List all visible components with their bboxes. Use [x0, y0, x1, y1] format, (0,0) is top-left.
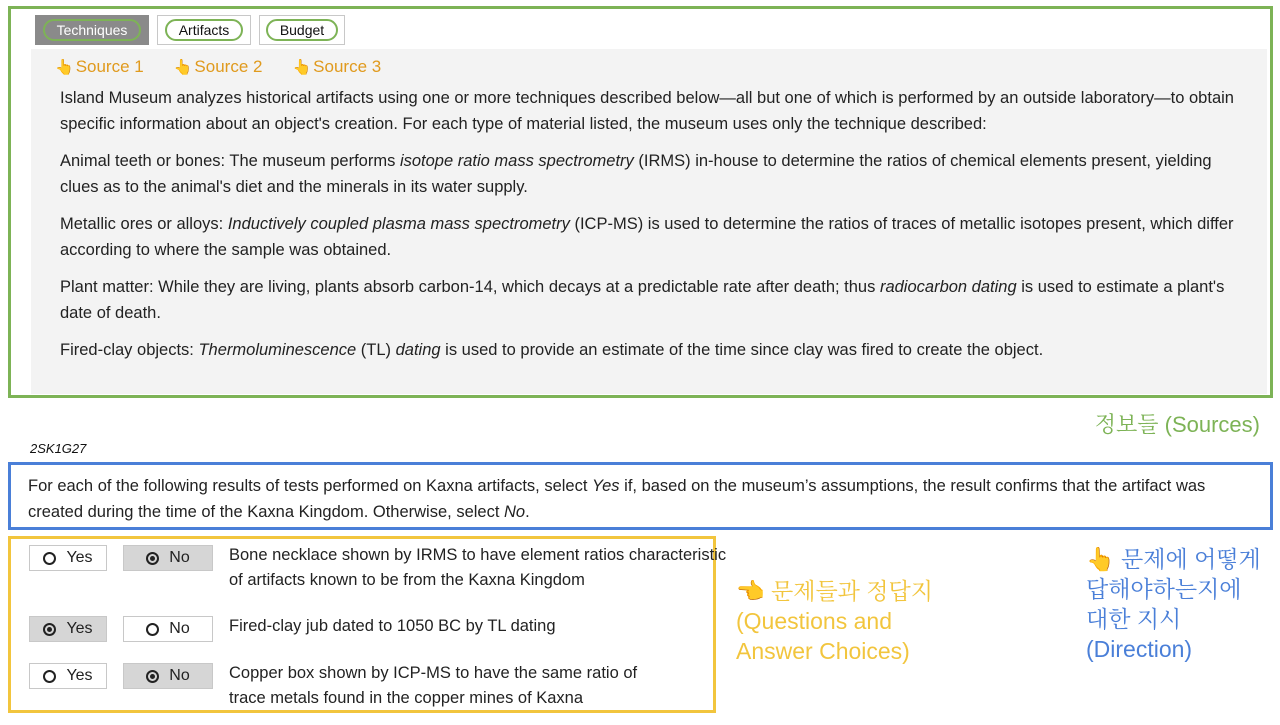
question-row-2: [29, 616, 729, 642]
source-3-label: Source 3: [313, 57, 382, 76]
questions-frame: [8, 536, 727, 713]
radio-icon: [43, 670, 56, 683]
question-row-3: [29, 663, 669, 711]
radio-selected-icon: [43, 623, 56, 636]
tab-bar: [35, 15, 345, 45]
q2-text: Fired-clay jub dated to 1050 BC by TL dating: [229, 617, 556, 635]
tab-budget[interactable]: [259, 15, 345, 45]
q1-yes-choice[interactable]: Yes: [29, 545, 107, 571]
sources-frame: [8, 6, 1273, 398]
annotation-direction: 👆 문제에 어떻게 답해야하는지에 대한 지시 (Direction): [1086, 546, 1261, 662]
pointing-hand-icon: 👆: [173, 59, 193, 76]
annotation-questions: 👈 문제들과 정답지 (Questions and Answer Choices): [736, 578, 933, 664]
source-panel: [31, 49, 1267, 394]
tab-techniques-label: Techniques: [43, 19, 142, 41]
source-paragraph-bones: Animal teeth or bones: The museum performs isotope ratio mass spectrometry (IRMS) in-house to determine the ratios of chemical elements present, yielding clues as to the animal's diet and the minerals in its water supply.: [60, 152, 1212, 196]
source-3-link[interactable]: [292, 57, 381, 77]
radio-icon: [146, 623, 159, 636]
radio-icon: [43, 552, 56, 565]
source-paragraph-clay: Fired-clay objects: Thermoluminescence (TL) dating is used to provide an estimate of the time since clay was fired to create the object.: [60, 341, 1044, 359]
tab-budget-label: Budget: [266, 19, 338, 41]
pointing-hand-icon: 👆: [55, 59, 74, 76]
annotation-sources: 정보들 (Sources): [1094, 412, 1260, 437]
pointing-hand-icon: 👆: [292, 59, 312, 76]
radio-selected-icon: [146, 552, 159, 565]
tab-artifacts[interactable]: [157, 15, 251, 45]
q2-no-choice[interactable]: No: [123, 616, 213, 642]
question-row-1: [29, 545, 729, 593]
source-2-label: Source 2: [194, 57, 263, 76]
question-id: 2SK1G27: [30, 441, 87, 456]
direction-frame: For each of the following results of tests performed on Kaxna artifacts, select Yes if, based on the museum’s assumptions, the result confirms that the artifact was created during the time of the Kaxna Kingdom. Otherwise, select No.: [8, 462, 1273, 530]
source-paragraph-metals: Metallic ores or alloys: Inductively coupled plasma mass spectrometry (ICP-MS) is used to determine the ratios of traces of metallic isotopes present, which differ according to where the sample was obtained.: [60, 215, 1234, 259]
source-links: [55, 57, 381, 77]
q3-no-choice[interactable]: No: [123, 663, 213, 689]
source-text: [60, 85, 1250, 374]
source-paragraph-intro: Island Museum analyzes historical artifacts using one or more techniques described below—all but one of which is performed by an outside laboratory—to obtain specific information about an object's creation. For each type of material listed, the museum uses only the technique described:: [60, 89, 1234, 133]
tab-techniques[interactable]: [35, 15, 149, 45]
source-paragraph-plants: Plant matter: While they are living, plants absorb carbon-14, which decays at a predictable rate after death; thus radiocarbon dating is used to estimate a plant's date of death.: [60, 278, 1225, 322]
q2-yes-choice[interactable]: Yes: [29, 616, 107, 642]
q1-text: Bone necklace shown by IRMS to have element ratios characteristic of artifacts known to be from the Kaxna Kingdom: [229, 546, 727, 589]
source-2-link[interactable]: [174, 57, 263, 77]
source-1-link[interactable]: [55, 57, 144, 77]
tab-artifacts-label: Artifacts: [165, 19, 244, 41]
q3-yes-choice[interactable]: Yes: [29, 663, 107, 689]
source-1-label: Source 1: [75, 57, 144, 76]
q1-no-choice[interactable]: No: [123, 545, 213, 571]
radio-selected-icon: [146, 670, 159, 683]
q3-text: Copper box shown by ICP-MS to have the same ratio of trace metals found in the copper mines of Kaxna: [229, 664, 638, 707]
